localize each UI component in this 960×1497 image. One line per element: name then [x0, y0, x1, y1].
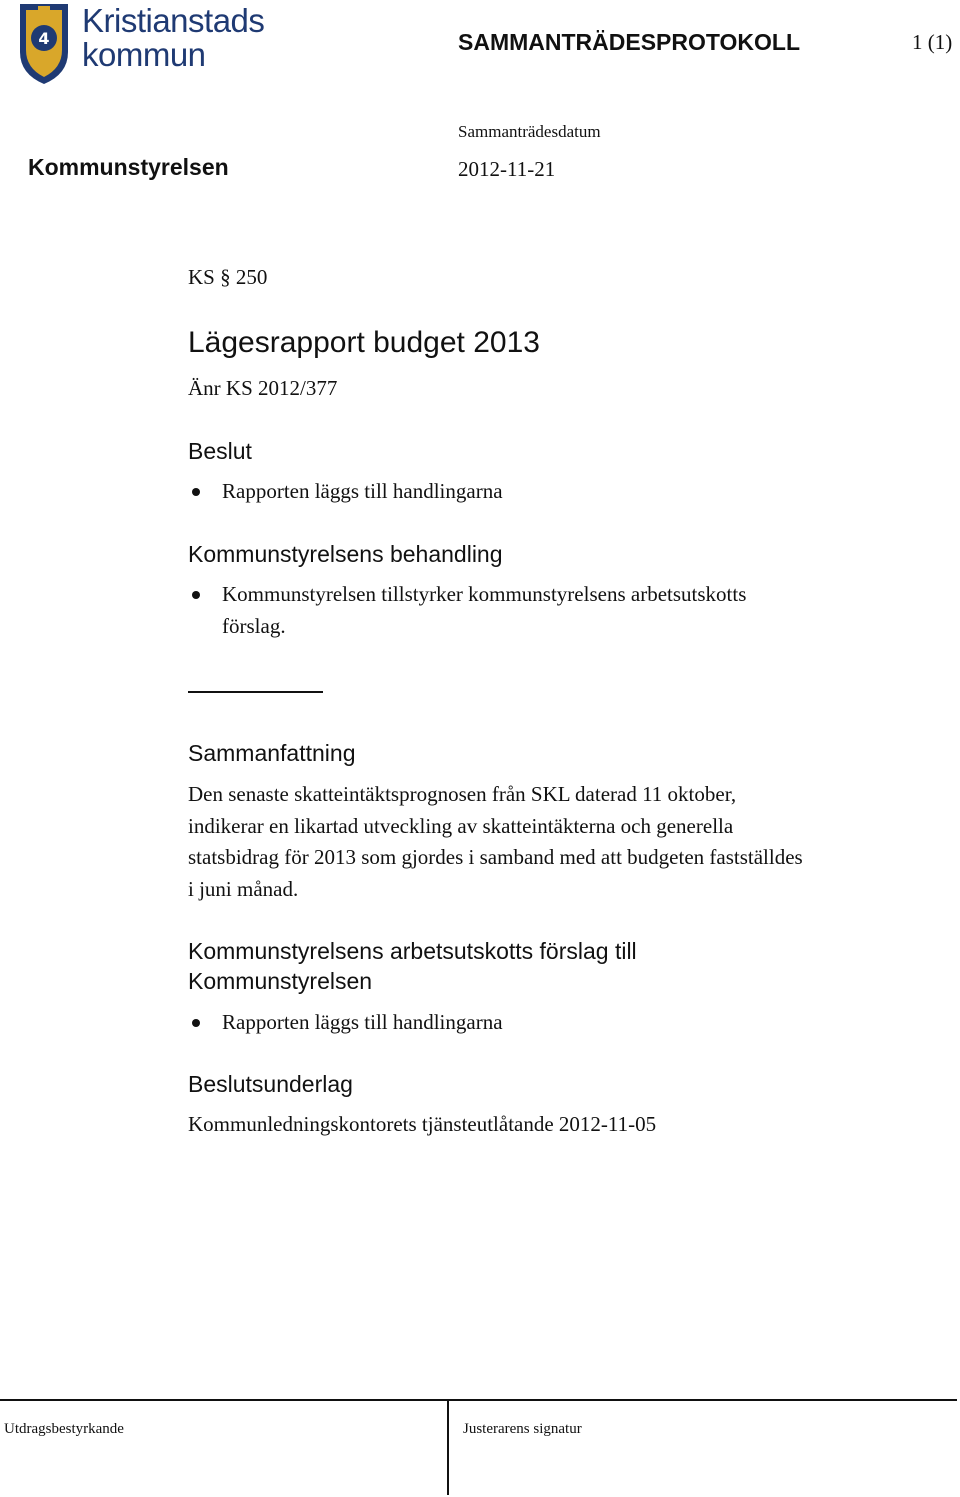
summary-line-3: statsbidrag för 2013 som gjordes i samband med att budgeten fastställdes: [188, 845, 803, 869]
summary-heading: Sammanfattning: [188, 740, 356, 766]
proposal-item: Rapporten läggs till handlingarna: [222, 1010, 503, 1034]
decision-item: Rapporten läggs till handlingarna: [222, 479, 503, 503]
summary-line-2: indikerar en likartad utveckling av skatteintäkterna och generella: [188, 814, 734, 838]
section-divider: [188, 691, 323, 693]
handling-line-2: förslag.: [222, 614, 286, 638]
bullet-icon: [192, 1019, 200, 1027]
handling-heading: Kommunstyrelsens behandling: [188, 541, 503, 567]
municipal-crest-logo: [18, 2, 70, 86]
logo-text-line2: kommun: [82, 36, 206, 73]
case-number: KS § 250: [188, 265, 268, 289]
logo-text-line1: Kristianstads: [82, 2, 265, 39]
handling-line-1: Kommunstyrelsen tillstyrker kommunstyrelsens arbetsutskotts: [222, 582, 747, 606]
bullet-icon: [192, 488, 200, 496]
footer-column-divider: [447, 1399, 449, 1495]
proposal-heading-line-1: Kommunstyrelsens arbetsutskotts förslag till: [188, 938, 637, 964]
bullet-icon: [192, 591, 200, 599]
summary-line-1: Den senaste skatteintäktsprognosen från SKL daterad 11 oktober,: [188, 782, 737, 806]
summary-line-4: i juni månad.: [188, 877, 299, 901]
document-type: SAMMANTRÄDESPROTOKOLL: [458, 29, 801, 55]
meeting-date: 2012-11-21: [458, 157, 556, 181]
meeting-date-label: Sammanträdesdatum: [458, 122, 601, 141]
body-name: Kommunstyrelsen: [28, 154, 229, 180]
basis-text: Kommunledningskontorets tjänsteutlåtande 2012-11-05: [188, 1112, 657, 1136]
decision-heading: Beslut: [188, 438, 252, 464]
svg-text:4: 4: [38, 29, 50, 48]
page-number: 1 (1): [912, 30, 953, 54]
reference-number: Änr KS 2012/377: [188, 376, 338, 400]
basis-heading: Beslutsunderlag: [188, 1071, 353, 1097]
proposal-heading-line-2: Kommunstyrelsen: [188, 968, 373, 994]
footer-signature-label: Justerarens signatur: [463, 1421, 582, 1437]
footer-divider-line: [0, 1399, 957, 1401]
page-title: Lägesrapport budget 2013: [188, 326, 540, 359]
footer-certification-label: Utdragsbestyrkande: [4, 1421, 124, 1437]
